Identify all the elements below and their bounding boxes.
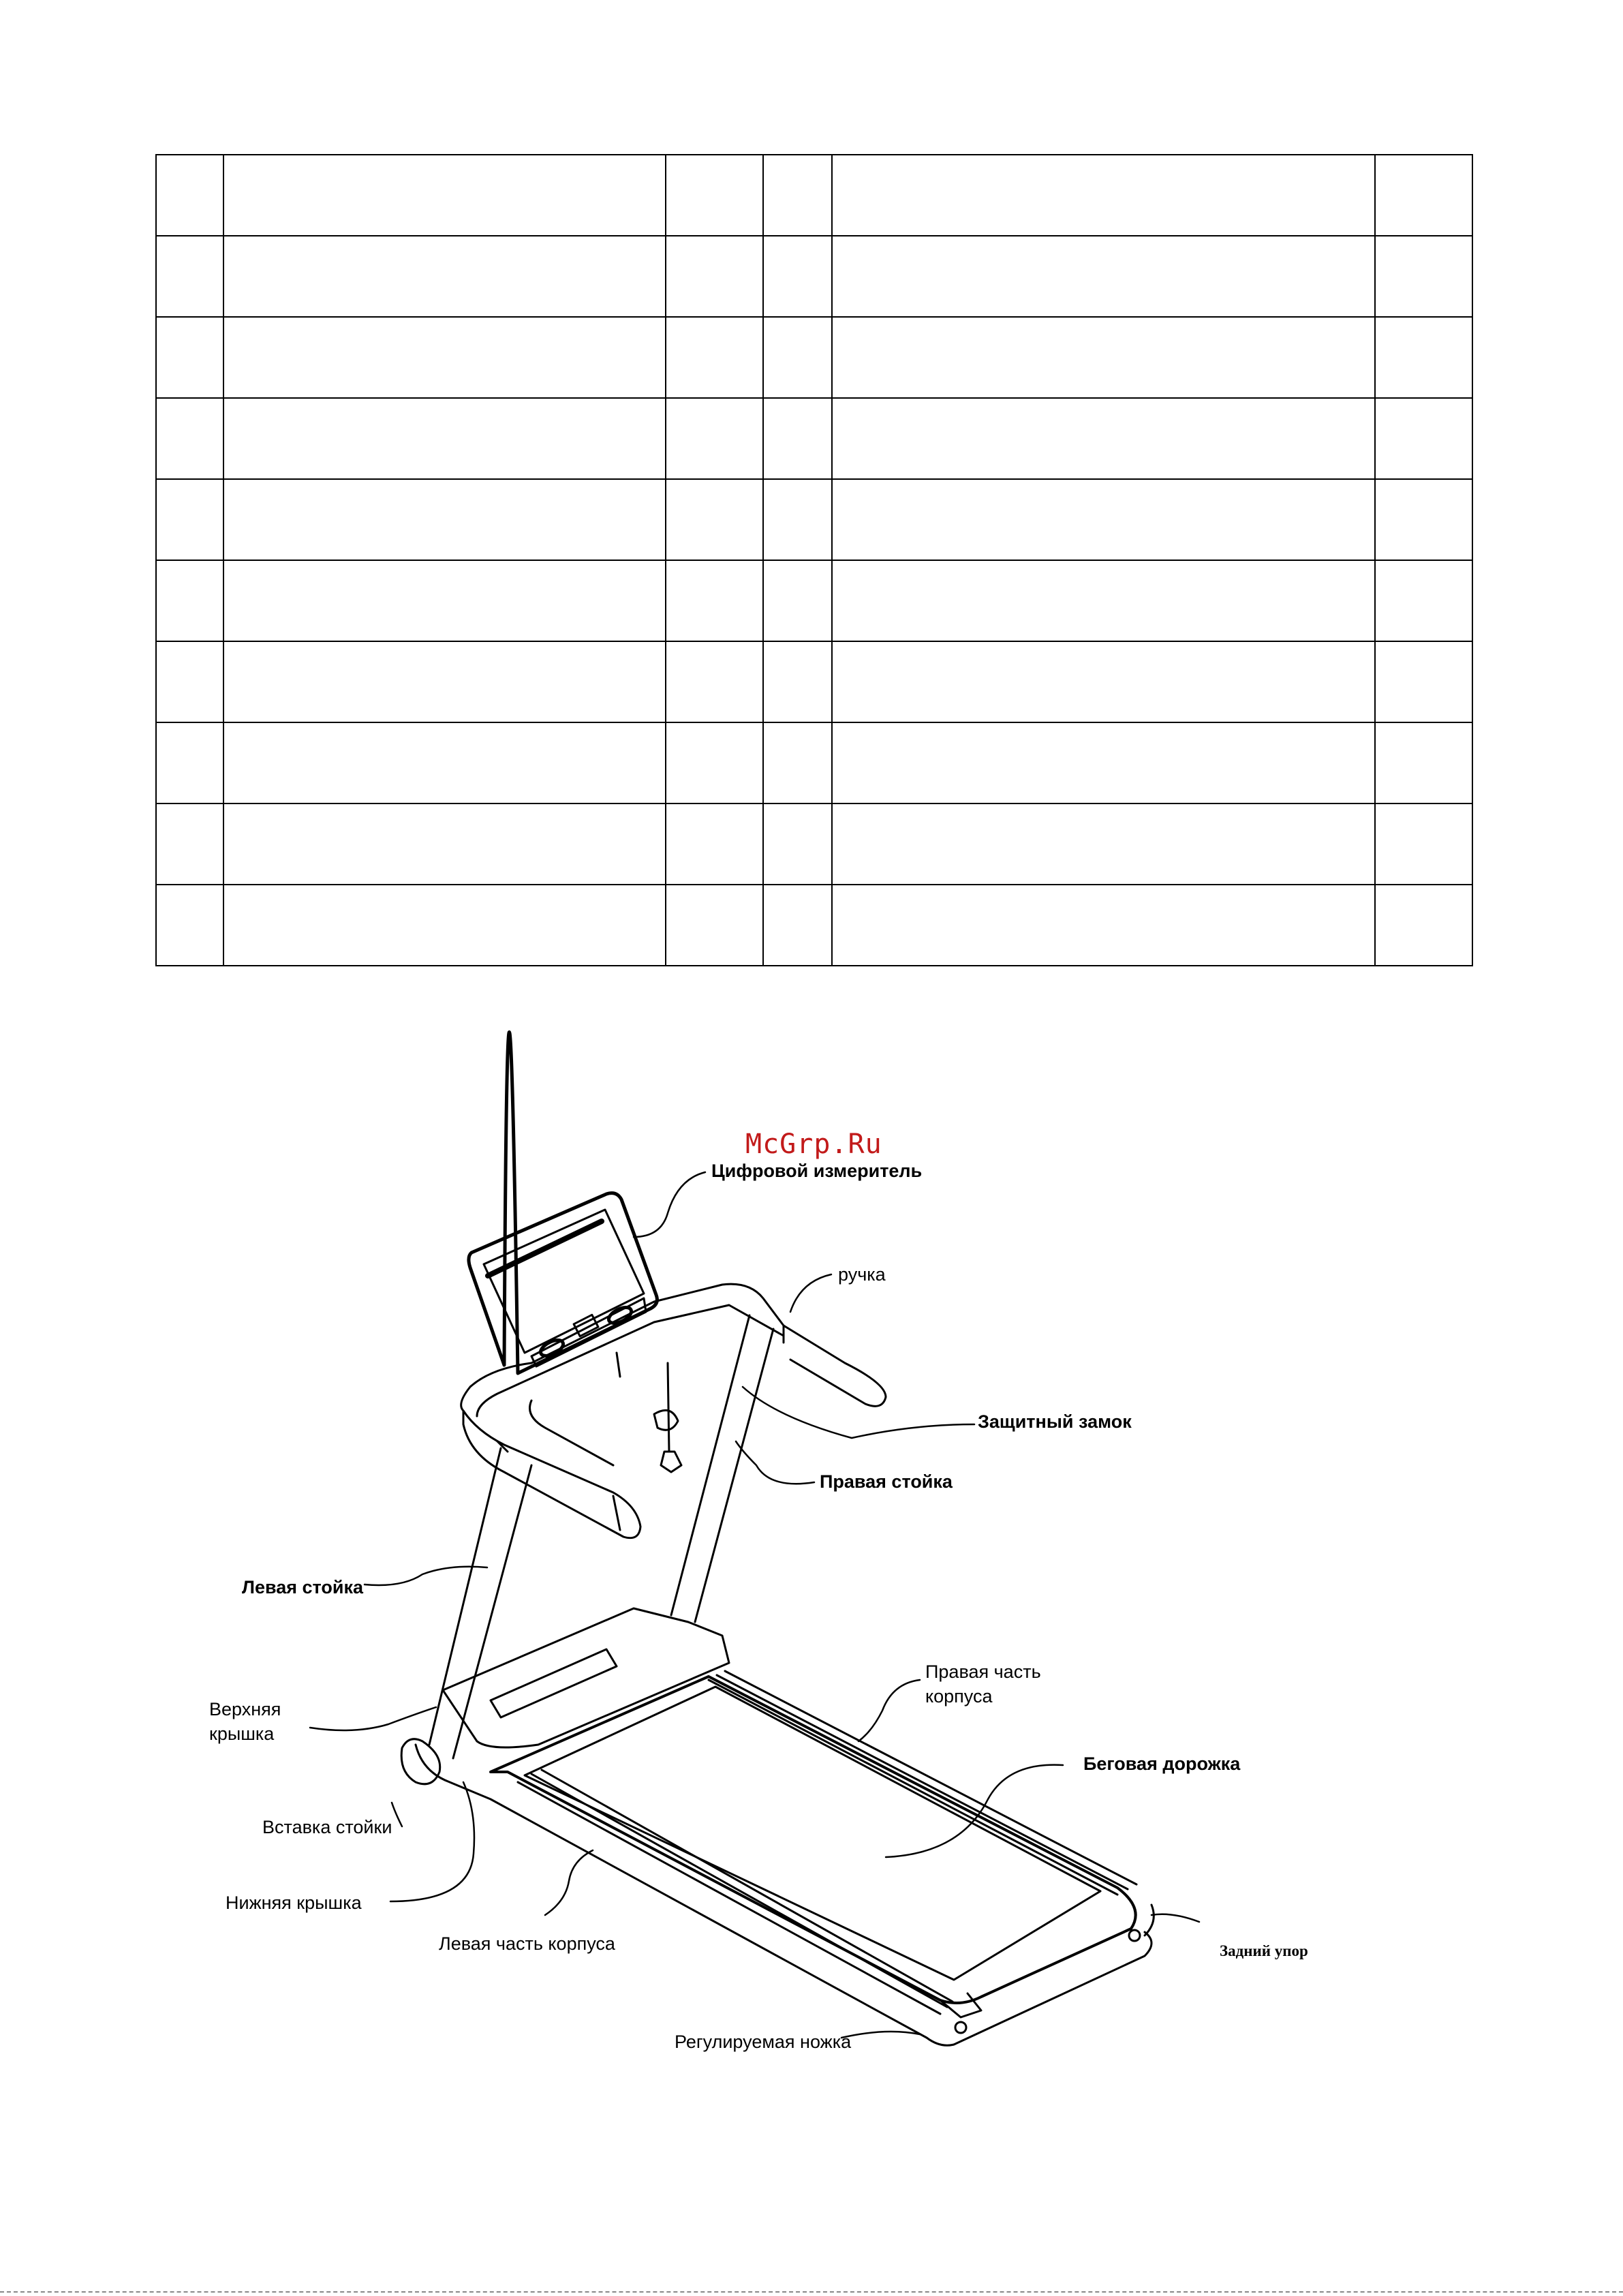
watermark: McGrp.Ru: [745, 1129, 882, 1160]
label-adjustable-foot: Регулируемая ножка: [675, 2032, 852, 2052]
label-right-upright: Правая стойка: [820, 1471, 953, 1492]
label-right-housing: Правая часть корпуса: [925, 1662, 1041, 1706]
leader-lines: [310, 1172, 1199, 2038]
label-upright-insert: Вставка стойки: [262, 1817, 392, 1837]
label-digital-meter: Цифровой измеритель: [711, 1161, 923, 1181]
label-left-upright: Левая стойка: [242, 1577, 363, 1597]
label-safety-key: Защитный замок: [978, 1411, 1132, 1432]
label-running-belt: Беговая дорожка: [1083, 1754, 1241, 1774]
handlebar: [461, 1284, 886, 1538]
label-left-housing: Левая часть корпуса: [439, 1933, 615, 1954]
label-lower-cover: Нижняя крышка: [226, 1893, 362, 1913]
safety-key: [654, 1363, 681, 1472]
page-bottom-rule: [0, 2291, 1623, 2294]
label-handle: ручка: [838, 1264, 886, 1285]
label-rear-stop: Задний упор: [1220, 1942, 1308, 1959]
label-upper-cover: Верхняя крышка: [209, 1699, 281, 1744]
uprights: [429, 1315, 773, 1758]
console: [469, 1032, 657, 1373]
